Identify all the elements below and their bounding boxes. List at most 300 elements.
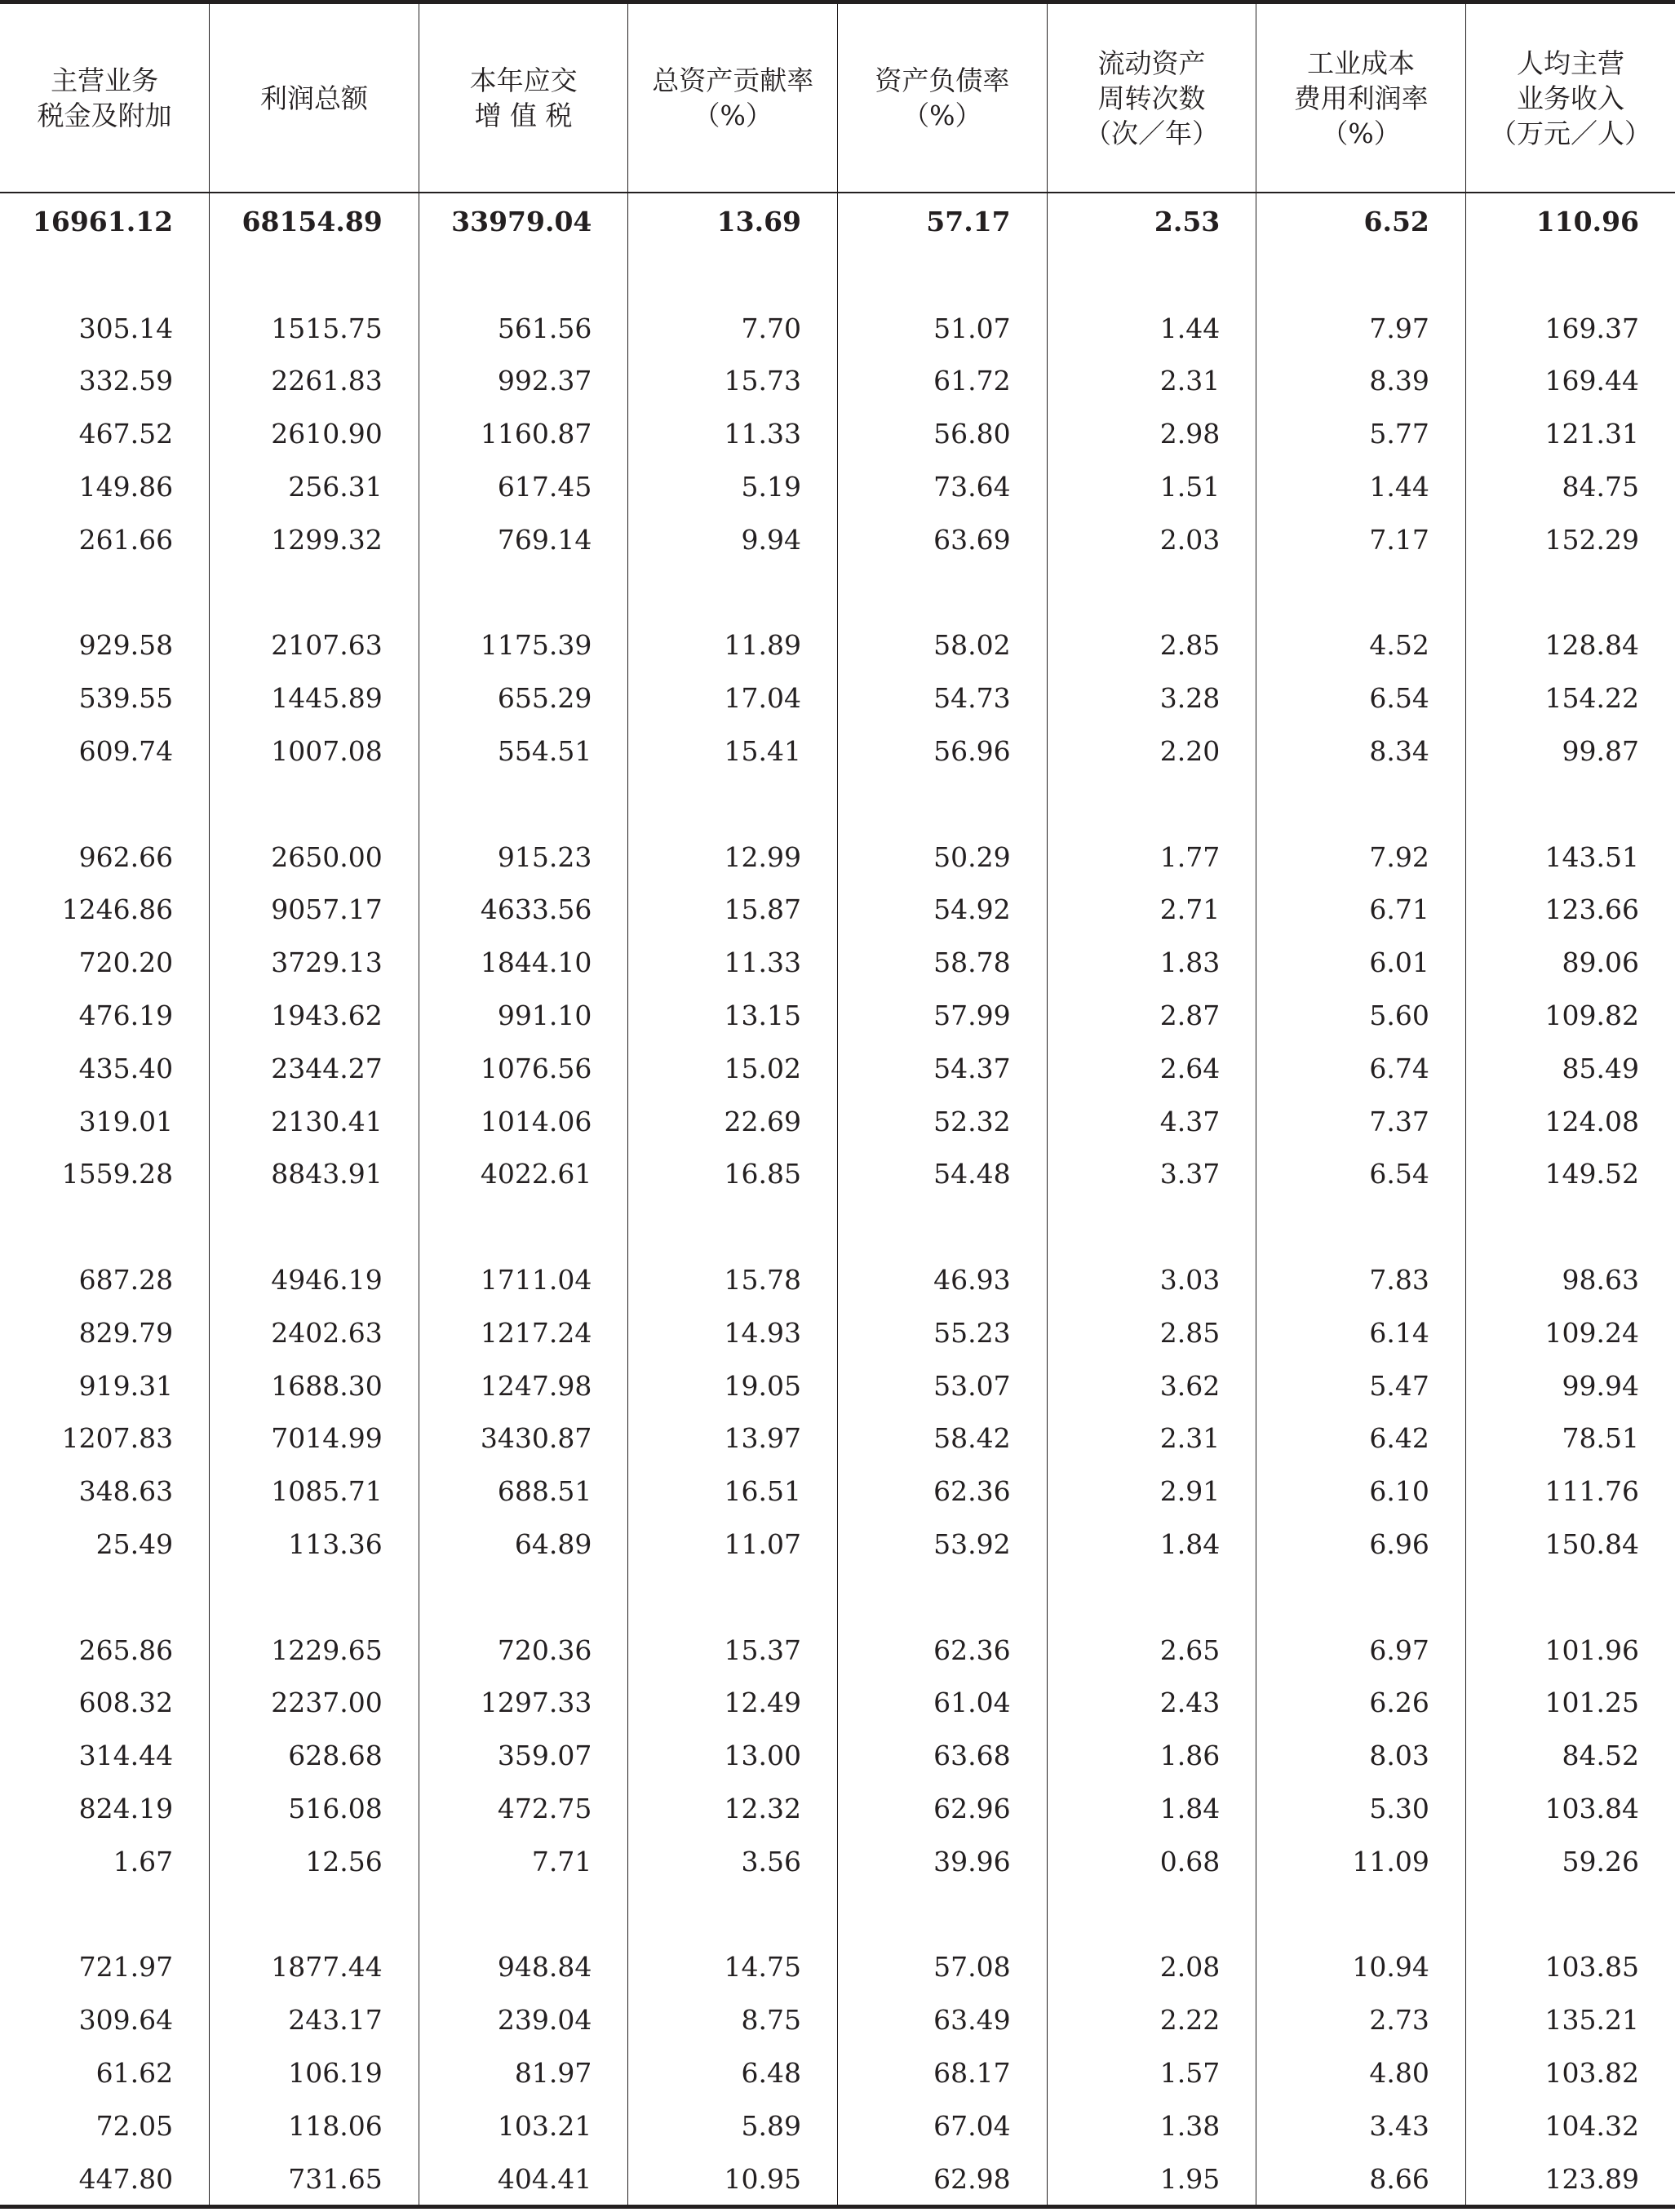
table-cell: 829.79 [78, 1316, 174, 1349]
table-cell [419, 1571, 628, 1624]
table-row [0, 1465, 1675, 1518]
table-cell: 123.89 [1465, 2152, 1675, 2207]
table-cell: 15.41 [628, 725, 838, 778]
table-row [0, 2046, 1675, 2099]
table-cell: 539.55 [78, 682, 174, 715]
table-cell: 1299.32 [210, 513, 419, 566]
table-cell: 467.52 [78, 418, 174, 450]
header-debt-asset-ratio: 资产负债率 （%） [838, 2, 1048, 193]
table-cell: 152.29 [1465, 513, 1675, 566]
table-cell: 628.68 [210, 1729, 419, 1782]
table-cell [628, 566, 838, 619]
table-cell: 169.37 [1465, 302, 1675, 355]
table-cell: 54.37 [838, 1042, 1048, 1095]
table-cell: 1.44 [1047, 302, 1256, 355]
table-cell [1465, 249, 1675, 302]
table-cell: 3.56 [628, 1835, 838, 1888]
table-cell [0, 249, 210, 302]
table-row [0, 1941, 1675, 1994]
table-cell: 2.85 [1047, 619, 1256, 672]
table-cell: 109.24 [1465, 1306, 1675, 1359]
table-cell: 7.83 [1256, 1253, 1466, 1306]
table-cell: 98.63 [1465, 1253, 1675, 1306]
table-cell: 12.56 [210, 1835, 419, 1888]
table-cell [1465, 1200, 1675, 1253]
table-header [0, 2, 1675, 193]
table-cell: 62.98 [838, 2152, 1048, 2207]
table-cell: 16.85 [628, 1148, 838, 1201]
table-cell: 135.21 [1465, 1993, 1675, 2046]
table-cell: 15.73 [628, 355, 838, 408]
table-cell: 2237.00 [210, 1677, 419, 1730]
spacer-row [0, 1571, 1675, 1624]
table-cell: 1.38 [1047, 2099, 1256, 2152]
table-row [0, 1624, 1675, 1677]
table-cell: 123.66 [1465, 884, 1675, 937]
table-cell: 4633.56 [419, 884, 628, 937]
table-cell: 12.32 [628, 1782, 838, 1835]
table-cell: 309.64 [78, 2004, 174, 2037]
table-row [0, 1412, 1675, 1465]
table-cell: 11.89 [628, 619, 838, 672]
table-cell: 6.01 [1256, 936, 1466, 989]
table-cell: 13.97 [628, 1412, 838, 1465]
table-cell: 59.26 [1465, 1835, 1675, 1888]
table-cell [1047, 1200, 1256, 1253]
table-cell: 2.31 [1047, 1412, 1256, 1465]
table-cell: 58.42 [838, 1412, 1048, 1465]
table-cell: 2.08 [1047, 1941, 1256, 1994]
table-cell: 5.19 [628, 460, 838, 513]
table-cell: 109.82 [1465, 989, 1675, 1042]
table-cell: 1.51 [1047, 460, 1256, 513]
table-cell: 1711.04 [419, 1253, 628, 1306]
table-cell [838, 249, 1048, 302]
table-cell [1256, 1200, 1466, 1253]
table-cell: 33979.04 [419, 193, 628, 249]
table-cell: 10.94 [1256, 1941, 1466, 1994]
table-cell: 314.44 [78, 1740, 174, 1772]
table-cell: 11.33 [628, 936, 838, 989]
table-cell: 11.09 [1256, 1835, 1466, 1888]
table-cell: 103.82 [1465, 2046, 1675, 2099]
table-cell: 447.80 [0, 2152, 210, 2207]
table-row [0, 355, 1675, 408]
table-cell: 3430.87 [419, 1412, 628, 1465]
table-cell: 8.39 [1256, 355, 1466, 408]
table-cell: 101.96 [1465, 1624, 1675, 1677]
table-row [0, 672, 1675, 725]
table-cell: 5.60 [1256, 989, 1466, 1042]
table-cell: 57.08 [838, 1941, 1048, 1994]
table-cell: 61.72 [838, 355, 1048, 408]
table-cell: 14.93 [628, 1306, 838, 1359]
table-row [0, 884, 1675, 937]
table-cell: 1.67 [113, 1845, 174, 1877]
table-cell: 3.43 [1256, 2099, 1466, 2152]
table-cell: 608.32 [78, 1687, 174, 1719]
table-cell [1465, 778, 1675, 831]
table-cell: 57.17 [838, 193, 1048, 249]
table-cell: 13.15 [628, 989, 838, 1042]
table-cell [1465, 566, 1675, 619]
table-cell: 2402.63 [210, 1306, 419, 1359]
table-cell [210, 249, 419, 302]
table-cell: 3.37 [1047, 1148, 1256, 1201]
table-cell: 731.65 [210, 2152, 419, 2207]
table-cell: 13.00 [628, 1729, 838, 1782]
table-cell: 8.03 [1256, 1729, 1466, 1782]
table-cell: 8.75 [628, 1993, 838, 2046]
table-cell: 1229.65 [210, 1624, 419, 1677]
header-revenue-per-capita: 人均主营 业务收入 （万元／人） [1465, 2, 1675, 193]
table-cell: 1.84 [1047, 1782, 1256, 1835]
table-cell: 8843.91 [210, 1148, 419, 1201]
table-cell: 1.95 [1047, 2152, 1256, 2207]
table-cell [419, 778, 628, 831]
table-cell: 2.65 [1047, 1624, 1256, 1677]
table-cell: 962.66 [78, 840, 174, 873]
table-cell: 2650.00 [210, 831, 419, 884]
table-cell: 124.08 [1465, 1095, 1675, 1148]
table-cell: 99.94 [1465, 1359, 1675, 1412]
table-cell: 53.07 [838, 1359, 1048, 1412]
table-cell: 16.51 [628, 1465, 838, 1518]
table-cell: 62.36 [838, 1624, 1048, 1677]
table-cell [1047, 1888, 1256, 1941]
table-row [0, 831, 1675, 884]
table-row [0, 619, 1675, 672]
table-cell: 256.31 [210, 460, 419, 513]
table-row [0, 936, 1675, 989]
table-cell: 15.37 [628, 1624, 838, 1677]
table-cell: 10.95 [628, 2152, 838, 2207]
table-cell: 1.83 [1047, 936, 1256, 989]
table-cell [210, 1888, 419, 1941]
table-cell: 7.71 [419, 1835, 628, 1888]
table-cell: 103.85 [1465, 1941, 1675, 1994]
table-row [0, 2099, 1675, 2152]
table-cell: 1297.33 [419, 1677, 628, 1730]
header-total-profit: 利润总额 [210, 2, 419, 193]
table-cell: 4.52 [1256, 619, 1466, 672]
table-cell: 1445.89 [210, 672, 419, 725]
table-cell: 1.44 [1256, 460, 1466, 513]
table-cell: 7.70 [628, 302, 838, 355]
table-cell: 84.75 [1465, 460, 1675, 513]
table-cell: 63.68 [838, 1729, 1048, 1782]
table-cell: 19.05 [628, 1359, 838, 1412]
table-cell: 435.40 [78, 1052, 174, 1084]
table-cell [628, 249, 838, 302]
table-cell: 62.36 [838, 1465, 1048, 1518]
table-cell: 39.96 [838, 1835, 1048, 1888]
table-cell: 5.77 [1256, 407, 1466, 460]
table-cell: 63.49 [838, 1993, 1048, 2046]
table-cell [419, 1888, 628, 1941]
header-current-asset-turnover: 流动资产 周转次数 （次／年） [1047, 2, 1256, 193]
table-cell: 2.43 [1047, 1677, 1256, 1730]
table-cell: 2344.27 [210, 1042, 419, 1095]
table-cell: 2107.63 [210, 619, 419, 672]
table-cell: 149.86 [78, 471, 174, 503]
table-cell: 305.14 [78, 312, 174, 344]
table-cell [0, 778, 210, 831]
table-row [0, 1729, 1675, 1782]
table-cell: 85.49 [1465, 1042, 1675, 1095]
header-row [0, 2, 1675, 193]
table-row [0, 1518, 1675, 1571]
table-cell: 149.52 [1465, 1148, 1675, 1201]
table-cell: 8.66 [1256, 2152, 1466, 2207]
table-cell: 1.77 [1047, 831, 1256, 884]
table-cell: 61.04 [838, 1677, 1048, 1730]
table-cell: 687.28 [78, 1264, 174, 1297]
table-cell: 720.36 [419, 1624, 628, 1677]
table-cell: 3.28 [1047, 672, 1256, 725]
table-cell: 89.06 [1465, 936, 1675, 989]
table-cell [838, 778, 1048, 831]
table-cell: 7014.99 [210, 1412, 419, 1465]
table-cell: 1007.08 [210, 725, 419, 778]
table-cell: 265.86 [78, 1634, 174, 1666]
table-cell [628, 1888, 838, 1941]
table-cell: 948.84 [419, 1941, 628, 1994]
table-row [0, 989, 1675, 1042]
table-cell: 1.84 [1047, 1518, 1256, 1571]
table-cell: 4.80 [1256, 2046, 1466, 2099]
table-row [0, 1306, 1675, 1359]
table-cell: 561.56 [419, 302, 628, 355]
table-cell: 55.23 [838, 1306, 1048, 1359]
table-row [0, 1835, 1675, 1888]
table-cell: 915.23 [419, 831, 628, 884]
table-cell: 991.10 [419, 989, 628, 1042]
table-cell [419, 249, 628, 302]
table-cell: 319.01 [78, 1105, 174, 1137]
table-cell: 7.17 [1256, 513, 1466, 566]
table-row [0, 1148, 1675, 1201]
table-cell: 3729.13 [210, 936, 419, 989]
table-cell: 78.51 [1465, 1412, 1675, 1465]
table-cell [1256, 778, 1466, 831]
table-cell: 2.22 [1047, 1993, 1256, 2046]
table-cell [419, 566, 628, 619]
table-cell [1256, 249, 1466, 302]
table-row [0, 407, 1675, 460]
table-cell [1256, 1888, 1466, 1941]
table-cell [1047, 1571, 1256, 1624]
table-cell: 3.03 [1047, 1253, 1256, 1306]
table-cell: 9.94 [628, 513, 838, 566]
table-cell: 516.08 [210, 1782, 419, 1835]
table-cell: 2.71 [1047, 884, 1256, 937]
table-row [0, 725, 1675, 778]
table-cell: 51.07 [838, 302, 1048, 355]
table-cell: 56.80 [838, 407, 1048, 460]
spacer-row [0, 778, 1675, 831]
table-cell: 4946.19 [210, 1253, 419, 1306]
table-row [0, 1359, 1675, 1412]
table-cell: 1076.56 [419, 1042, 628, 1095]
table-cell: 1207.83 [61, 1422, 174, 1455]
table-cell [210, 1571, 419, 1624]
table-cell [628, 1200, 838, 1253]
table-row [0, 1677, 1675, 1730]
table-cell: 15.87 [628, 884, 838, 937]
table-cell [210, 778, 419, 831]
header-cost-profit-rate: 工业成本 费用利润率 （%） [1256, 2, 1466, 193]
table-cell: 73.64 [838, 460, 1048, 513]
table-cell: 121.31 [1465, 407, 1675, 460]
table-cell: 46.93 [838, 1253, 1048, 1306]
table-cell: 150.84 [1465, 1518, 1675, 1571]
table-cell: 1943.62 [210, 989, 419, 1042]
table-cell: 769.14 [419, 513, 628, 566]
table-cell: 7.37 [1256, 1095, 1466, 1148]
table-cell: 9057.17 [210, 884, 419, 937]
table-cell: 239.04 [419, 1993, 628, 2046]
table-cell [838, 1571, 1048, 1624]
table-cell [838, 1888, 1048, 1941]
table-cell: 2.31 [1047, 355, 1256, 408]
table-cell: 7.92 [1256, 831, 1466, 884]
table-cell: 5.30 [1256, 1782, 1466, 1835]
table-cell: 106.19 [210, 2046, 419, 2099]
table-row [0, 302, 1675, 355]
table-cell: 81.97 [419, 2046, 628, 2099]
table-cell: 655.29 [419, 672, 628, 725]
table-cell [838, 566, 1048, 619]
table-cell [1256, 1571, 1466, 1624]
table-cell: 110.96 [1465, 193, 1675, 249]
table-cell: 3.62 [1047, 1359, 1256, 1412]
table-cell: 58.78 [838, 936, 1048, 989]
table-row [0, 1042, 1675, 1095]
table-cell: 111.76 [1465, 1465, 1675, 1518]
spacer-row [0, 249, 1675, 302]
table-cell: 1559.28 [61, 1158, 174, 1190]
table-cell: 118.06 [210, 2099, 419, 2152]
table-cell: 554.51 [419, 725, 628, 778]
table-cell: 348.63 [78, 1475, 174, 1508]
table-cell: 4022.61 [419, 1148, 628, 1201]
table-cell: 1217.24 [419, 1306, 628, 1359]
table-cell: 617.45 [419, 460, 628, 513]
table-cell: 104.32 [1465, 2099, 1675, 2152]
table-cell: 99.87 [1465, 725, 1675, 778]
table-cell: 404.41 [419, 2152, 628, 2207]
table-cell: 6.10 [1256, 1465, 1466, 1518]
table-row [0, 460, 1675, 513]
table-cell: 1844.10 [419, 936, 628, 989]
table-cell: 0.68 [1047, 1835, 1256, 1888]
table-cell: 824.19 [78, 1793, 174, 1824]
table-cell: 2.91 [1047, 1465, 1256, 1518]
table-cell: 359.07 [419, 1729, 628, 1782]
table-cell: 13.69 [628, 193, 838, 249]
table-cell: 1085.71 [210, 1465, 419, 1518]
table-cell: 6.54 [1256, 672, 1466, 725]
table-cell: 6.42 [1256, 1412, 1466, 1465]
table-cell [210, 566, 419, 619]
table-cell [838, 1200, 1048, 1253]
header-asset-contribution-rate: 总资产贡献率 （%） [628, 2, 838, 193]
table-cell: 128.84 [1465, 619, 1675, 672]
table-cell: 919.31 [78, 1369, 174, 1402]
header-vat-payable: 本年应交 增 值 税 [419, 2, 628, 193]
table-cell [0, 566, 210, 619]
table-cell: 64.89 [419, 1518, 628, 1571]
table-cell: 332.59 [78, 365, 174, 397]
table-cell: 720.20 [78, 946, 174, 979]
table-cell: 1014.06 [419, 1095, 628, 1148]
table-cell: 113.36 [210, 1518, 419, 1571]
table-cell: 929.58 [78, 629, 174, 662]
spacer-row [0, 1888, 1675, 1941]
table-cell: 17.04 [628, 672, 838, 725]
table-row [0, 1782, 1675, 1835]
table-cell [0, 1571, 210, 1624]
spacer-row [0, 1200, 1675, 1253]
table-cell: 6.97 [1256, 1624, 1466, 1677]
table-cell: 63.69 [838, 513, 1048, 566]
table-cell: 1160.87 [419, 407, 628, 460]
table-cell [419, 1200, 628, 1253]
table-cell: 103.84 [1465, 1782, 1675, 1835]
table-cell: 243.17 [210, 1993, 419, 2046]
table-cell: 52.32 [838, 1095, 1048, 1148]
table-cell: 50.29 [838, 831, 1048, 884]
table-cell: 472.75 [419, 1782, 628, 1835]
table-cell: 476.19 [78, 1000, 174, 1032]
table-row [0, 1993, 1675, 2046]
table-cell: 68154.89 [210, 193, 419, 249]
table-cell: 54.92 [838, 884, 1048, 937]
table-cell [1047, 566, 1256, 619]
table-cell: 7.97 [1256, 302, 1466, 355]
table-cell: 6.52 [1256, 193, 1466, 249]
table-row [0, 1095, 1675, 1148]
table-cell: 1877.44 [210, 1941, 419, 1994]
table-cell: 143.51 [1465, 831, 1675, 884]
table-cell: 6.96 [1256, 1518, 1466, 1571]
table-cell: 72.05 [95, 2109, 174, 2142]
table-cell [628, 1571, 838, 1624]
table-cell: 53.92 [838, 1518, 1048, 1571]
table-cell: 6.48 [628, 2046, 838, 2099]
table-cell [1465, 1888, 1675, 1941]
table-cell [1047, 778, 1256, 831]
table-cell: 5.89 [628, 2099, 838, 2152]
table-cell: 15.78 [628, 1253, 838, 1306]
table-cell: 62.96 [838, 1782, 1048, 1835]
total-row [0, 193, 1675, 249]
table-cell: 688.51 [419, 1465, 628, 1518]
table-cell: 1.57 [1047, 2046, 1256, 2099]
table-cell: 8.34 [1256, 725, 1466, 778]
table-cell: 84.52 [1465, 1729, 1675, 1782]
table-cell [1465, 1571, 1675, 1624]
table-cell: 5.47 [1256, 1359, 1466, 1412]
table-cell: 992.37 [419, 355, 628, 408]
table-cell: 2.85 [1047, 1306, 1256, 1359]
table-cell: 68.17 [838, 2046, 1048, 2099]
table-cell [628, 778, 838, 831]
table-cell: 2.87 [1047, 989, 1256, 1042]
table-cell: 6.14 [1256, 1306, 1466, 1359]
table-cell: 4.37 [1047, 1095, 1256, 1148]
